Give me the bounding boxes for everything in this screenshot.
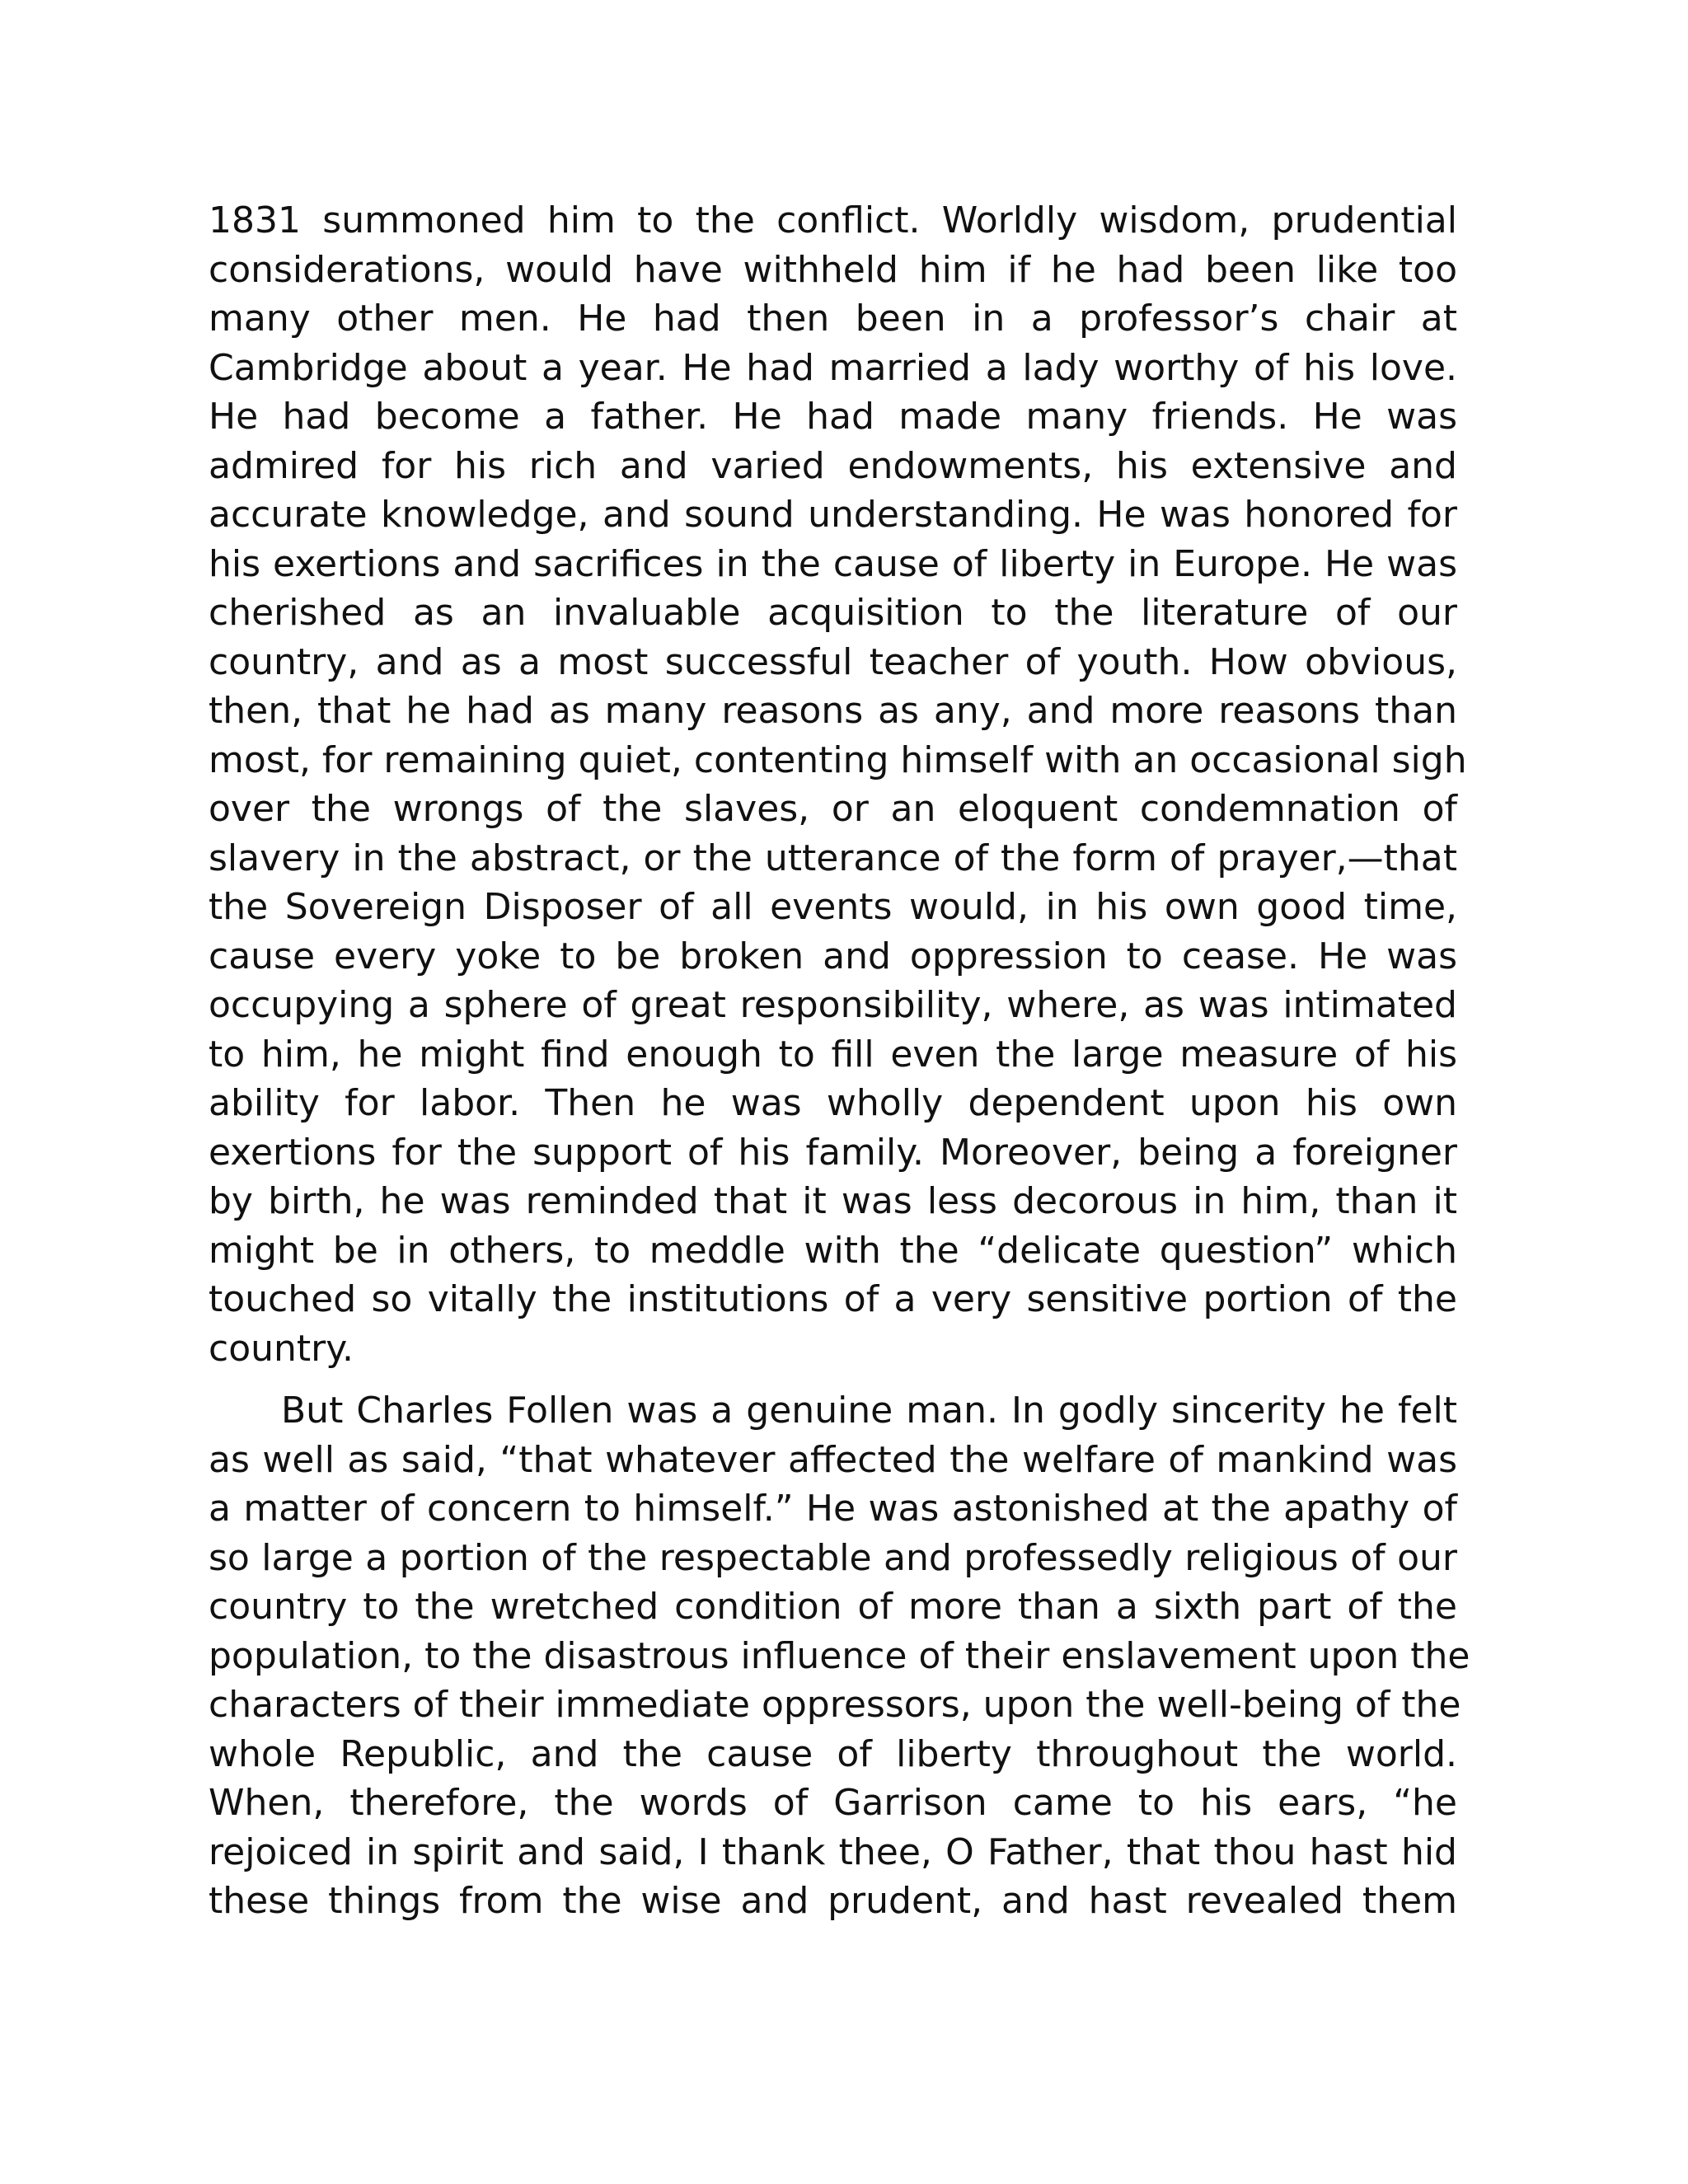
text-line: touched so vitally the institutions of a very sensitive portion of the [209, 1278, 1457, 1320]
text-line: occupying a sphere of great responsibility, where, as was intimated [209, 984, 1457, 1026]
text-line: population, to the disastrous influence of their enslavement upon the [209, 1634, 1470, 1677]
text-line: the Sovereign Disposer of all events would, in his own good time, [209, 886, 1457, 928]
text-line: country to the wretched condition of more than a sixth part of the [209, 1586, 1457, 1628]
text-line: accurate knowledge, and sound understanding. He was honored for [209, 494, 1457, 536]
text-line: He had become a father. He had made many friends. He was [209, 396, 1457, 438]
text-line: admired for his rich and varied endowments, his extensive and [209, 444, 1457, 487]
text-line: by birth, he was reminded that it was less decorous in him, than it [209, 1180, 1457, 1222]
text-line: rejoiced in spirit and said, I thank thee, O Father, that thou hast hid [209, 1830, 1457, 1873]
text-line: cherished as an invaluable acquisition to the literature of our [209, 592, 1457, 634]
text-line: most, for remaining quiet, contenting himself with an occasional sigh [209, 738, 1467, 781]
text-line: characters of their immediate oppressors, upon the well-being of the [209, 1684, 1461, 1726]
text-line: might be in others, to meddle with the “delicate question” which [209, 1229, 1457, 1272]
paragraph-2 [209, 1386, 1470, 1926]
text-line: over the wrongs of the slaves, or an eloquent condemnation of [209, 788, 1457, 830]
text-line: whole Republic, and the cause of liberty throughout the world. [209, 1732, 1457, 1775]
text-line: exertions for the support of his family. Moreover, being a foreigner [209, 1131, 1457, 1174]
text-line: so large a portion of the respectable and professedly religious of our [209, 1536, 1457, 1579]
text-line: a matter of concern to himself.” He was astonished at the apathy of [209, 1488, 1457, 1530]
text-line: cause every yoke to be broken and oppression to cease. He was [209, 935, 1457, 977]
text-line: 1831 summoned him to the conflict. Worldly wisdom, prudential [209, 199, 1457, 241]
text-line: country, and as a most successful teacher of youth. How obvious, [209, 640, 1457, 683]
paragraph-1 [209, 196, 1467, 1373]
text-line: many other men. He had then been in a professor’s chair at [209, 298, 1457, 340]
text-line: slavery in the abstract, or the utterance of the form of prayer,—that [209, 837, 1457, 879]
text-line: his exertions and sacrifices in the cause of liberty in Europe. He was [209, 542, 1457, 585]
body-text [209, 196, 1470, 1926]
text-line: considerations, would have withheld him if he had been like too [209, 248, 1457, 291]
text-line: these things from the wise and prudent, and hast revealed them [209, 1880, 1457, 1922]
text-line: But Charles Follen was a genuine man. In godly sincerity he felt [281, 1390, 1457, 1432]
text-line: as well as said, “that whatever affected the welfare of mankind was [209, 1438, 1457, 1481]
text-line: country. [209, 1327, 354, 1370]
text-line: to him, he might find enough to fill even the large measure of his [209, 1033, 1457, 1076]
text-line: Cambridge about a year. He had married a lady worthy of his love. [209, 346, 1457, 389]
text-line: then, that he had as many reasons as any, and more reasons than [209, 690, 1457, 732]
text-line: ability for labor. Then he was wholly dependent upon his own [209, 1082, 1457, 1124]
text-line: When, therefore, the words of Garrison came to his ears, “he [209, 1782, 1457, 1824]
